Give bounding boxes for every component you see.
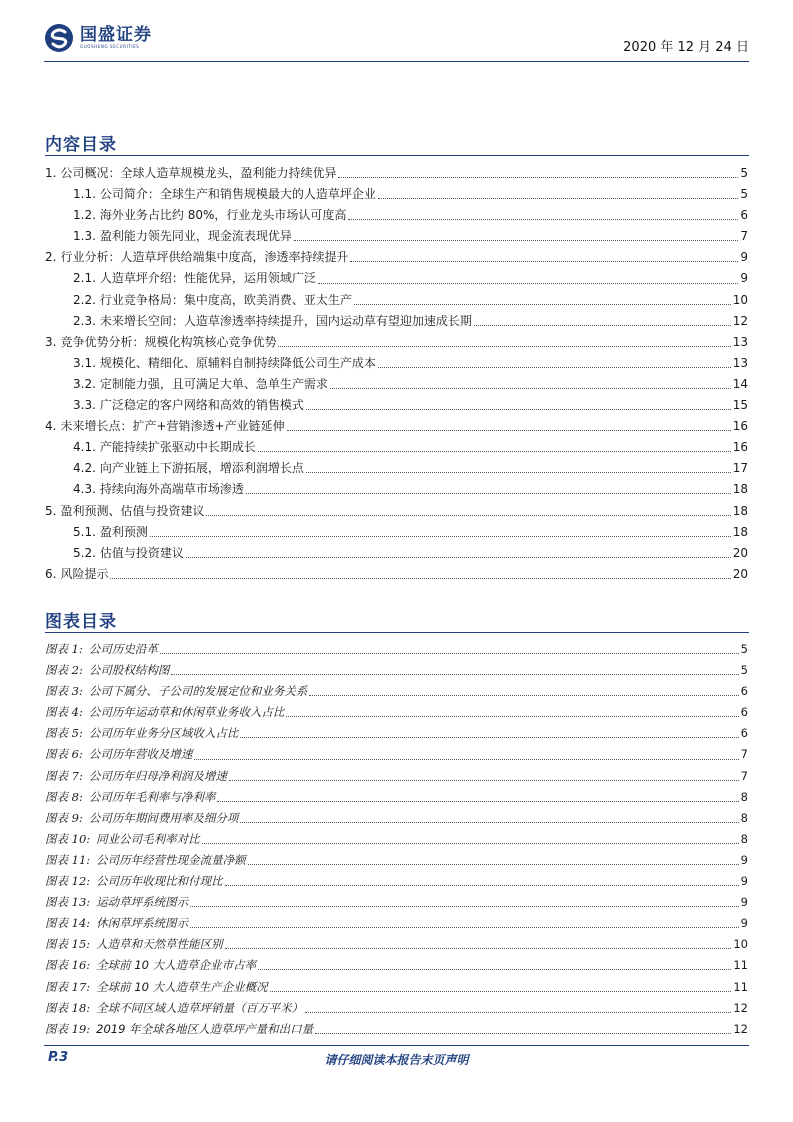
toc-entry-text: 盈利预测、估值与投资建议 (60, 503, 205, 518)
toc-dot-leader (354, 304, 731, 305)
figure-entry-label: 图表 9: (45, 810, 83, 825)
figure-entry-page: 5 (740, 642, 748, 656)
table-of-contents (45, 163, 748, 585)
toc-entry-text: 公司简介：全球生产和销售规模最大的人造草坪企业 (99, 187, 376, 202)
figure-entry-label: 图表 2: (45, 663, 83, 678)
page-number: P.3 (48, 1050, 69, 1065)
toc-entry-text: 规模化、精细化、原辅料自制持续降低公司生产成本 (99, 355, 376, 370)
figure-entry-label: 图表 12: (45, 874, 91, 889)
toc-entry-number: 1.1. (73, 187, 96, 202)
figure-dot-leader (240, 737, 738, 738)
figure-entry-text: 运动草坪系统图示 (96, 895, 189, 910)
toc-entry-page: 5 (740, 166, 748, 180)
figure-entry-page: 6 (740, 684, 748, 699)
toc-entry[interactable] (45, 205, 748, 226)
figure-entry-label: 图表 10: (45, 831, 91, 846)
footer-divider (44, 1045, 749, 1046)
toc-dot-leader (186, 557, 731, 558)
figure-entry-label: 图表 15: (45, 937, 91, 952)
figure-entry-page: 12 (733, 1000, 748, 1015)
figure-dot-leader (171, 674, 738, 675)
figure-entry-page: 11 (733, 958, 748, 973)
figure-entry-text: 公司历年毛利率与净利率 (88, 789, 216, 804)
toc-dot-leader (378, 198, 738, 199)
figure-entry-text: 公司下属分、子公司的发展定位和业务关系 (88, 684, 308, 699)
toc-entry-text: 产能持续扩张驱动中长期成长 (99, 440, 256, 455)
figure-entry-label: 图表 17: (45, 979, 91, 994)
toc-entry[interactable] (45, 163, 748, 184)
figure-dot-leader (315, 1033, 731, 1034)
figure-entry-label: 图表 14: (45, 916, 91, 931)
toc-entry-number: 3.3. (73, 398, 96, 413)
figure-entry[interactable] (45, 998, 748, 1019)
figure-entry-page: 10 (733, 937, 748, 952)
figure-entry-label: 图表 19: (45, 1021, 91, 1036)
figure-entry-text: 全球前 10 大人造草企业市占率 (96, 958, 257, 973)
figure-entry-label: 图表 3: (45, 684, 83, 699)
figure-entry[interactable] (45, 829, 748, 850)
figure-entry-page: 9 (740, 916, 748, 931)
toc-dot-leader (246, 493, 731, 494)
toc-dot-leader (350, 261, 738, 262)
toc-dot-leader (338, 177, 738, 178)
toc-entry-number: 2. (45, 250, 57, 265)
toc-entry[interactable] (45, 479, 748, 500)
toc-entry-page: 18 (732, 503, 748, 518)
figure-dot-leader (229, 780, 739, 781)
figure-entry-page: 9 (740, 895, 748, 910)
toc-entry-text: 人造草坪介绍：性能优异，运用领域广泛 (99, 271, 316, 286)
toc-dot-leader (474, 325, 731, 326)
toc-entry-page: 16 (732, 419, 748, 434)
figure-entry-page: 8 (740, 789, 748, 804)
figure-entry-page: 6 (740, 705, 748, 720)
figure-entry-label: 图表 11: (45, 852, 91, 867)
figure-entry[interactable] (45, 871, 748, 892)
figure-dot-leader (240, 822, 738, 823)
figure-entry-label: 图表 5: (45, 726, 83, 741)
toc-dot-leader (306, 409, 731, 410)
toc-entry-text: 定制能力强，且可满足大单、急单生产需求 (99, 376, 328, 391)
toc-entry-page: 9 (740, 250, 748, 265)
figure-entry-page: 7 (740, 747, 748, 762)
figure-entry-page: 5 (740, 663, 748, 678)
figure-entry-page: 9 (740, 874, 748, 889)
figure-dot-leader (160, 653, 739, 654)
toc-entry-text: 持续向海外高端草市场渗透 (99, 482, 244, 497)
toc-entry-text: 广泛稳定的客户网络和高效的销售模式 (99, 398, 304, 413)
toc-entry-number: 4.2. (73, 461, 96, 476)
toc-entry-page: 7 (740, 229, 748, 244)
toc-entry-text: 盈利预测 (99, 524, 148, 539)
toc-entry-text: 未来增长空间：人造草渗透率持续提升，国内运动草有望迎加速成长期 (99, 313, 472, 328)
figure-entry[interactable] (45, 702, 748, 723)
figure-dot-leader (305, 1012, 731, 1013)
report-date: 2020 年 12 月 24 日 (623, 40, 749, 55)
toc-entry[interactable] (45, 437, 748, 458)
figure-entry-label: 图表 16: (45, 958, 91, 973)
toc-entry-text: 公司概况：全球人造草规模龙头，盈利能力持续优异 (60, 166, 337, 180)
toc-dot-leader (278, 346, 730, 347)
figure-dot-leader (217, 801, 738, 802)
header-divider (44, 61, 749, 62)
figure-dot-leader (270, 991, 732, 992)
figure-entry-label: 图表 6: (45, 747, 83, 762)
figure-entry-label: 图表 8: (45, 789, 83, 804)
toc-entry-text: 行业分析：人造草坪供给端集中度高，渗透率持续提升 (60, 250, 349, 265)
toc-entry-number: 5. (45, 503, 57, 518)
figure-entry-text: 同业公司毛利率对比 (96, 831, 200, 846)
toc-dot-leader (306, 472, 731, 473)
toc-entry-page: 13 (732, 355, 748, 370)
figure-entry-text: 人造草和天然草性能区别 (96, 937, 223, 952)
toc-entry-number: 5.1. (73, 524, 96, 539)
toc-entry[interactable] (45, 374, 748, 395)
figure-entry[interactable] (45, 892, 748, 913)
toc-entry[interactable] (45, 353, 748, 374)
toc-title: 内容目录 (45, 135, 117, 155)
figure-entry-page: 7 (740, 768, 748, 783)
figure-entry-page: 9 (740, 852, 748, 867)
figure-entry-text: 公司历年期间费用率及细分项 (88, 810, 239, 825)
toc-entry[interactable] (45, 564, 748, 585)
figure-entry-text: 公司历史沿革 (88, 642, 158, 656)
figure-dot-leader (225, 885, 739, 886)
toc-dot-leader (287, 430, 731, 431)
toc-entry-page: 9 (740, 271, 748, 286)
toc-entry-text: 未来增长点：扩产+营销渗透+产业链延伸 (60, 419, 285, 434)
figure-entry-text: 公司历年营收及增速 (88, 747, 193, 762)
toc-dot-leader (258, 451, 731, 452)
toc-entry-number: 4. (45, 419, 57, 434)
figure-entry[interactable] (45, 744, 748, 765)
toc-entry-text: 竞争优势分析：规模化构筑核心竞争优势 (60, 334, 277, 349)
toc-entry-text: 行业竞争格局：集中度高，欧美消费、亚太生产 (99, 292, 352, 307)
toc-entry[interactable] (45, 395, 748, 416)
disclaimer-note: 请仔细阅读本报告末页声明 (324, 1053, 469, 1067)
logo-icon (44, 23, 74, 53)
figure-entry[interactable] (45, 913, 748, 934)
toc-entry-number: 1.2. (73, 208, 96, 223)
figure-entry-page: 12 (733, 1021, 748, 1036)
toc-entry-number: 4.1. (73, 440, 96, 455)
toc-entry-number: 3.1. (73, 355, 96, 370)
toc-dot-leader (110, 578, 730, 579)
toc-entry-number: 2.1. (73, 271, 96, 286)
toc-entry-page: 5 (740, 187, 748, 202)
toc-dot-leader (378, 367, 731, 368)
figure-entry[interactable] (45, 808, 748, 829)
toc-entry-page: 20 (732, 545, 748, 560)
figure-entry[interactable] (45, 850, 748, 871)
figure-entry[interactable] (45, 660, 748, 681)
toc-entry[interactable] (45, 501, 748, 522)
toc-entry-page: 12 (732, 313, 748, 328)
figure-dot-leader (309, 695, 738, 696)
figures-title-rule (45, 632, 749, 633)
toc-entry[interactable] (45, 184, 748, 205)
toc-entry-text: 盈利能力领先同业，现金流表现优异 (99, 229, 292, 244)
figure-entry-text: 全球不同区域人造草坪销量（百万平米） (96, 1000, 304, 1015)
toc-entry-page: 6 (740, 208, 748, 223)
toc-entry[interactable] (45, 247, 748, 268)
list-of-figures (45, 639, 748, 1040)
toc-entry-text: 估值与投资建议 (99, 545, 184, 560)
toc-entry-page: 20 (732, 566, 748, 581)
figure-entry[interactable] (45, 766, 748, 787)
toc-dot-leader (348, 219, 738, 220)
figure-dot-leader (258, 969, 731, 970)
figure-entry-label: 图表 4: (45, 705, 83, 720)
toc-entry-number: 3. (45, 334, 57, 349)
figure-entry[interactable] (45, 723, 748, 744)
figure-dot-leader (194, 759, 738, 760)
toc-dot-leader (150, 536, 731, 537)
figure-entry-text: 休闲草坪系统图示 (96, 916, 189, 931)
figure-dot-leader (190, 927, 739, 928)
toc-entry[interactable] (45, 311, 748, 332)
figure-entry-text: 全球前 10 大人造草生产企业概况 (96, 979, 268, 994)
toc-entry-page: 13 (732, 334, 748, 349)
page-header (0, 0, 793, 62)
toc-dot-leader (206, 515, 730, 516)
logo-english-name: GUOSHENG SECURITIES (80, 44, 140, 49)
toc-entry[interactable] (45, 268, 748, 289)
toc-entry-page: 10 (732, 292, 748, 307)
toc-dot-leader (330, 388, 731, 389)
figure-entry-text: 公司历年运动草和休闲草业务收入占比 (88, 705, 285, 720)
toc-entry[interactable] (45, 458, 748, 479)
toc-entry-number: 1.3. (73, 229, 96, 244)
toc-entry-page: 17 (732, 461, 748, 476)
figure-entry[interactable] (45, 639, 748, 660)
figure-dot-leader (248, 864, 739, 865)
figure-entry-label: 图表 7: (45, 768, 83, 783)
figure-dot-leader (286, 716, 738, 717)
figure-entry-text: 公司股权结构图 (88, 663, 170, 678)
toc-title-rule (45, 155, 749, 156)
toc-dot-leader (294, 240, 738, 241)
toc-entry-page: 18 (732, 482, 748, 497)
toc-entry-number: 1. (45, 166, 57, 180)
figures-title: 图表目录 (45, 612, 117, 632)
toc-entry-number: 2.3. (73, 313, 96, 328)
figure-dot-leader (190, 906, 739, 907)
figure-entry-page: 8 (740, 831, 748, 846)
figure-entry[interactable] (45, 787, 748, 808)
figure-entry-text: 公司历年收现比和付现比 (96, 874, 223, 889)
toc-entry[interactable] (45, 332, 748, 353)
figure-entry-page: 11 (733, 979, 748, 994)
figure-entry[interactable] (45, 1019, 748, 1040)
figure-entry[interactable] (45, 955, 748, 976)
toc-entry-page: 15 (732, 398, 748, 413)
toc-entry[interactable] (45, 290, 748, 311)
toc-entry-number: 2.2. (73, 292, 96, 307)
toc-entry-page: 18 (732, 524, 748, 539)
figure-entry[interactable] (45, 681, 748, 702)
toc-entry-text: 向产业链上下游拓展，增添利润增长点 (99, 461, 304, 476)
toc-entry-number: 4.3. (73, 482, 96, 497)
toc-entry-page: 14 (732, 376, 748, 391)
figure-dot-leader (202, 843, 739, 844)
figure-entry-label: 图表 18: (45, 1000, 91, 1015)
figure-entry-text: 公司历年业务分区域收入占比 (88, 726, 239, 741)
logo-chinese-name: 国盛证券 (80, 25, 152, 45)
figure-dot-leader (225, 948, 732, 949)
toc-entry-number: 3.2. (73, 376, 96, 391)
figure-entry-text: 公司历年经营性现金流量净额 (96, 852, 246, 867)
toc-entry[interactable] (45, 543, 748, 564)
figure-entry-label: 图表 13: (45, 895, 91, 910)
toc-entry[interactable] (45, 522, 748, 543)
toc-dot-leader (318, 283, 738, 284)
figure-entry[interactable] (45, 977, 748, 998)
company-logo (44, 22, 152, 54)
toc-entry-text: 风险提示 (60, 566, 109, 581)
figure-entry-page: 8 (740, 810, 748, 825)
figure-entry-label: 图表 1: (45, 642, 83, 656)
toc-entry[interactable] (45, 226, 748, 247)
toc-entry-number: 5.2. (73, 545, 96, 560)
toc-entry-page: 16 (732, 440, 748, 455)
toc-entry-number: 6. (45, 566, 57, 581)
toc-entry-text: 海外业务占比约 80%，行业龙头市场认可度高 (99, 208, 347, 223)
figure-entry-text: 公司历年归母净利润及增速 (88, 768, 227, 783)
toc-entry[interactable] (45, 416, 748, 437)
figure-entry-text: 2019 年全球各地区人造草坪产量和出口量 (96, 1021, 314, 1036)
figure-entry-page: 6 (740, 726, 748, 741)
figure-entry[interactable] (45, 934, 748, 955)
